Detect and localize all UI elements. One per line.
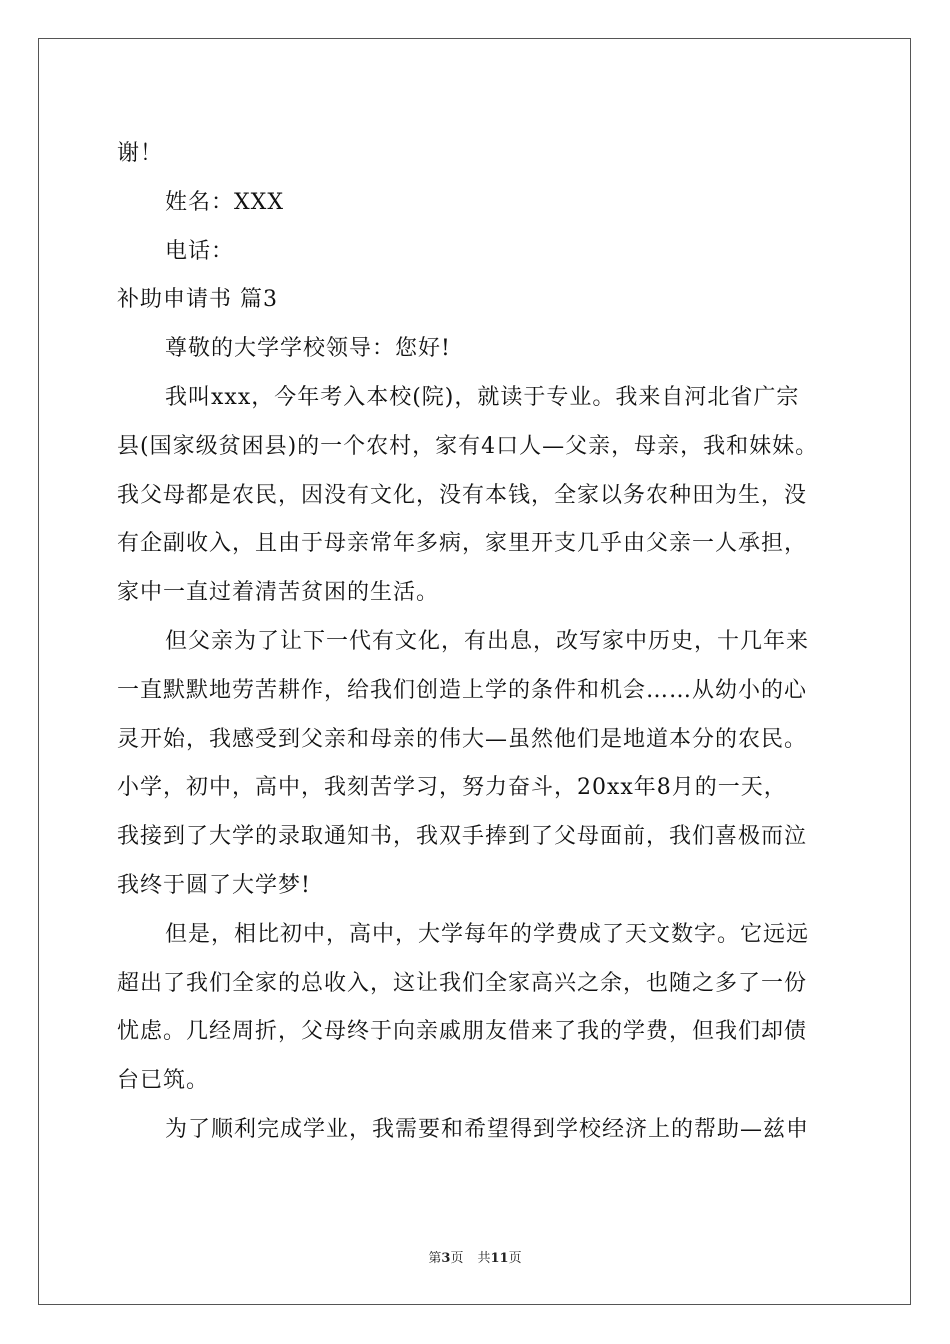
name-line: 姓名：XXX [165,189,284,215]
footer-total-suffix: 页 [508,1251,522,1266]
text-line: 我叫xxx，今年考入本校(院)，就读于专业。我来自河北省广宗 [165,384,800,410]
text-line: 但是，相比初中，高中，大学每年的学费成了天文数字。它远远 [165,921,810,947]
text-line: 家中一直过着清苦贫困的生活。 [117,580,440,606]
text-line: 我终于圆了大学梦! [117,872,311,898]
total-pages: 11 [490,1251,509,1266]
text-line: 一直默默地劳苦耕作，给我们创造上学的条件和机会……从幼小的心 [117,677,808,703]
text-line: 县(国家级贫困县)的一个农村，家有4口人—父亲，母亲，我和妹妹。 [117,433,819,459]
page-number: 3 [441,1251,451,1266]
text-line: 有企副收入，且由于母亲常年多病，家里开支几乎由父亲一人承担， [117,531,808,557]
footer-page-suffix: 页 [450,1251,464,1266]
text-line: 台已筑。 [117,1068,210,1094]
footer-prefix: 第 [428,1251,442,1266]
text-line: 忧虑。几经周折，父母终于向亲戚朋友借来了我的学费，但我们却债 [117,1019,808,1045]
text-line: 小学，初中，高中，我刻苦学习，努力奋斗，20xx年8月的一天， [117,775,787,801]
footer-total-prefix: 共 [477,1251,491,1266]
phone-line: 电话： [165,238,235,264]
section-heading: 补助申请书 篇3 [117,287,278,313]
document-body [117,130,837,1155]
text-line: 谢！ [117,141,164,166]
salutation: 尊敬的大学学校领导：您好! [165,336,451,362]
text-line: 灵开始，我感受到父亲和母亲的伟大—虽然他们是地道本分的农民。 [117,726,808,752]
text-line: 为了顺利完成学业，我需要和希望得到学校经济上的帮助—兹申 [165,1116,810,1142]
text-line: 但父亲为了让下一代有文化，有出息，改写家中历史，十几年来 [165,628,810,654]
text-line: 我父母都是农民，因没有文化，没有本钱，全家以务农种田为生，没 [117,482,808,508]
text-line: 超出了我们全家的总收入，这让我们全家高兴之余，也随之多了一份 [117,970,808,996]
text-line: 我接到了大学的录取通知书，我双手捧到了父母面前，我们喜极而泣 [117,824,808,850]
page-footer [0,1247,950,1266]
